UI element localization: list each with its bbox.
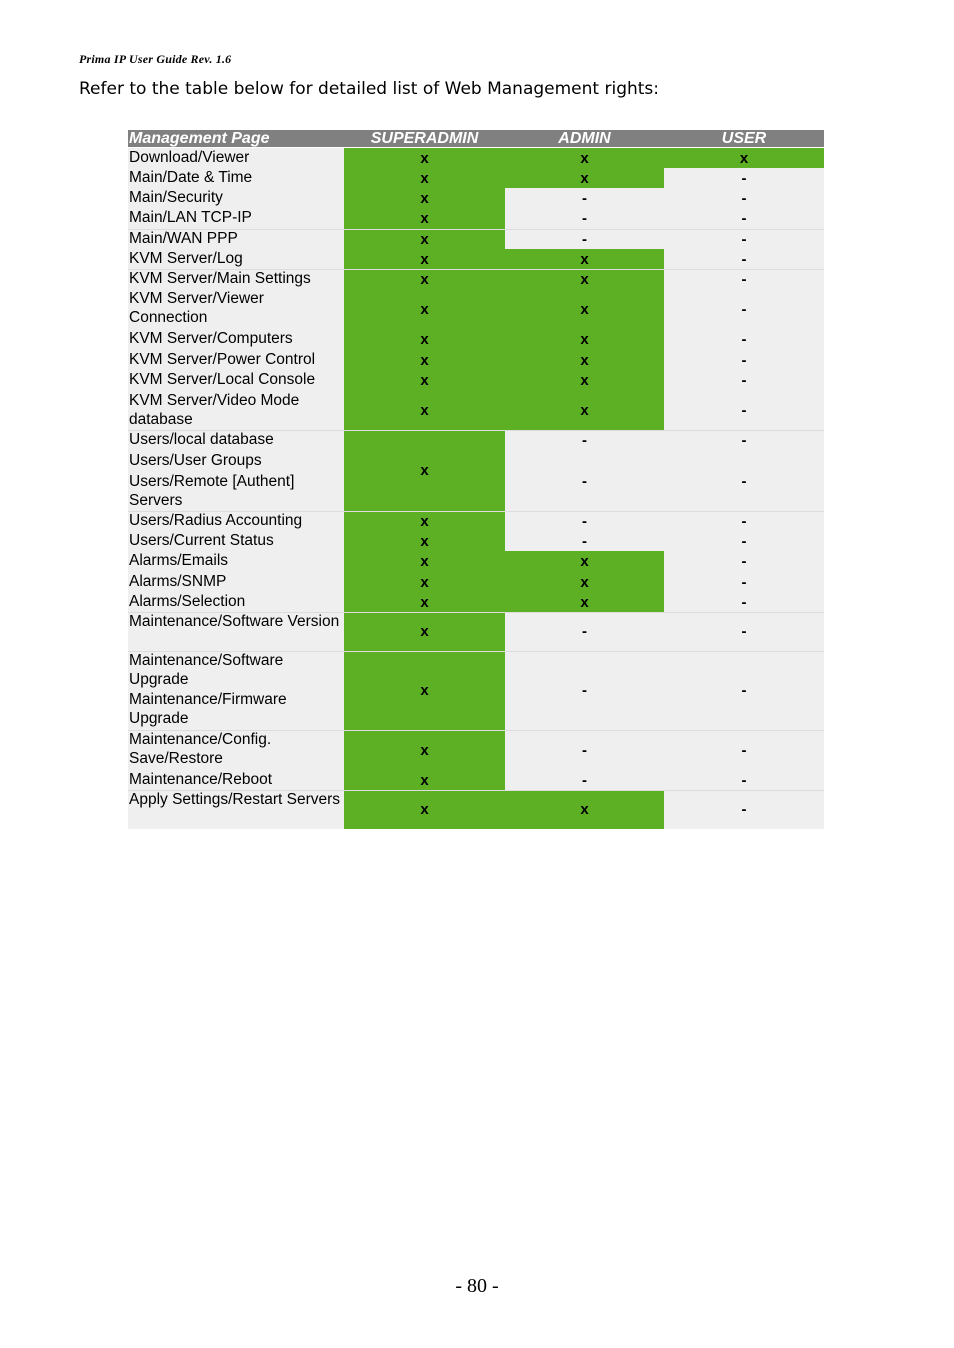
superadmin-permission-cell: x	[344, 770, 505, 790]
row-label: Alarms/Selection	[128, 592, 344, 612]
row-separator	[128, 430, 824, 431]
header-admin: ADMIN	[505, 130, 664, 147]
user-permission-cell: -	[664, 730, 824, 770]
user-permission-cell: -	[664, 572, 824, 592]
user-permission-cell: -	[664, 770, 824, 790]
admin-permission-cell: -	[505, 531, 664, 551]
admin-permission-cell: -	[505, 511, 664, 531]
row-label: Users/Current Status	[128, 531, 344, 551]
admin-permission-cell: x	[505, 168, 664, 188]
user-permission-cell: -	[664, 249, 824, 269]
superadmin-permission-cell: x	[344, 229, 505, 249]
row-separator	[128, 269, 824, 270]
admin-permission-cell: x	[505, 572, 664, 592]
user-permission-cell: -	[664, 329, 824, 350]
user-permission-cell: x	[664, 148, 824, 168]
admin-permission-cell: x	[505, 551, 664, 572]
admin-permission-cell: x	[505, 269, 664, 289]
superadmin-permission-cell: x	[344, 188, 505, 208]
user-permission-cell: -	[664, 208, 824, 229]
user-permission-cell: -	[664, 451, 824, 511]
superadmin-permission-cell: x	[344, 168, 505, 188]
admin-permission-cell: x	[505, 391, 664, 430]
admin-permission-cell: -	[505, 651, 664, 730]
user-permission-cell: -	[664, 269, 824, 289]
row-separator	[128, 730, 824, 731]
user-permission-cell: -	[664, 511, 824, 531]
admin-permission-cell: -	[505, 612, 664, 651]
superadmin-permission-cell: x	[344, 289, 505, 329]
user-permission-cell: -	[664, 790, 824, 829]
row-label: Maintenance/Software Version	[128, 612, 344, 651]
row-label: Alarms/Emails	[128, 551, 344, 572]
row-label: KVM Server/Computers	[128, 329, 344, 350]
admin-permission-cell: -	[505, 730, 664, 770]
row-label: Maintenance/Software Upgrade	[128, 651, 344, 690]
superadmin-permission-cell: x	[344, 148, 505, 168]
superadmin-permission-cell: x	[344, 612, 505, 651]
superadmin-permission-cell: x	[344, 531, 505, 551]
admin-permission-cell: x	[505, 249, 664, 269]
superadmin-permission-cell: x	[344, 249, 505, 269]
admin-permission-cell: x	[505, 329, 664, 350]
superadmin-permission-cell: x	[344, 572, 505, 592]
row-label: Alarms/SNMP	[128, 572, 344, 592]
row-label: Main/Date & Time	[128, 168, 344, 188]
row-label: Maintenance/Config. Save/Restore	[128, 730, 344, 770]
row-label: KVM Server/Log	[128, 249, 344, 269]
superadmin-permission-cell: x	[344, 430, 505, 511]
user-permission-cell: -	[664, 612, 824, 651]
user-permission-cell: -	[664, 289, 824, 329]
row-label: KVM Server/Video Mode database	[128, 391, 344, 430]
row-separator	[128, 651, 824, 652]
row-label: Users/User Groups	[128, 451, 344, 472]
row-separator	[128, 612, 824, 613]
user-permission-cell: -	[664, 229, 824, 249]
admin-permission-cell: x	[505, 790, 664, 829]
page-number: - 80 -	[455, 1275, 499, 1297]
document-header: Prima IP User Guide Rev. 1.6	[79, 52, 232, 66]
superadmin-permission-cell: x	[344, 269, 505, 289]
admin-permission-cell: x	[505, 148, 664, 168]
admin-permission-cell: x	[505, 350, 664, 370]
row-label: Users/local database	[128, 430, 344, 451]
admin-permission-cell: -	[505, 430, 664, 451]
row-label: Maintenance/Reboot	[128, 770, 344, 790]
admin-permission-cell: x	[505, 289, 664, 329]
superadmin-permission-cell: x	[344, 511, 505, 531]
superadmin-permission-cell: x	[344, 730, 505, 770]
superadmin-permission-cell: x	[344, 391, 505, 430]
intro-text: Refer to the table below for detailed list of Web Management rights:	[79, 79, 660, 99]
user-permission-cell: -	[664, 592, 824, 612]
row-label: Apply Settings/Restart Servers	[128, 790, 344, 829]
user-permission-cell: -	[664, 370, 824, 391]
header-user: USER	[664, 130, 824, 147]
row-label: Maintenance/Firmware Upgrade	[128, 690, 344, 730]
superadmin-permission-cell: x	[344, 592, 505, 612]
admin-permission-cell: -	[505, 208, 664, 229]
admin-permission-cell: -	[505, 188, 664, 208]
user-permission-cell: -	[664, 551, 824, 572]
superadmin-permission-cell: x	[344, 370, 505, 391]
user-permission-cell: -	[664, 168, 824, 188]
user-permission-cell: -	[664, 391, 824, 430]
superadmin-permission-cell: x	[344, 350, 505, 370]
superadmin-permission-cell: x	[344, 651, 505, 730]
superadmin-permission-cell: x	[344, 551, 505, 572]
row-separator	[128, 229, 824, 230]
row-label: KVM Server/Power Control	[128, 350, 344, 370]
row-label: Main/LAN TCP-IP	[128, 208, 344, 229]
header-superadmin: SUPERADMIN	[344, 130, 505, 147]
admin-permission-cell: -	[505, 451, 664, 511]
row-separator	[128, 511, 824, 512]
row-label: KVM Server/Local Console	[128, 370, 344, 391]
admin-permission-cell: -	[505, 229, 664, 249]
user-permission-cell: -	[664, 651, 824, 730]
admin-permission-cell: x	[505, 592, 664, 612]
user-permission-cell: -	[664, 531, 824, 551]
row-label: Main/WAN PPP	[128, 229, 344, 249]
header-management-page: Management Page	[128, 130, 344, 147]
row-label: Download/Viewer	[128, 148, 344, 168]
row-label: Main/Security	[128, 188, 344, 208]
superadmin-permission-cell: x	[344, 329, 505, 350]
user-permission-cell: -	[664, 188, 824, 208]
row-label: Users/Radius Accounting	[128, 511, 344, 531]
user-permission-cell: -	[664, 350, 824, 370]
row-label: Users/Remote [Authent] Servers	[128, 472, 344, 511]
row-label: KVM Server/Main Settings	[128, 269, 344, 289]
superadmin-permission-cell: x	[344, 208, 505, 229]
row-label: KVM Server/Viewer Connection	[128, 289, 344, 329]
user-permission-cell: -	[664, 430, 824, 451]
admin-permission-cell: -	[505, 770, 664, 790]
row-separator	[128, 790, 824, 791]
admin-permission-cell: x	[505, 370, 664, 391]
rights-table	[128, 130, 824, 829]
superadmin-permission-cell: x	[344, 790, 505, 829]
